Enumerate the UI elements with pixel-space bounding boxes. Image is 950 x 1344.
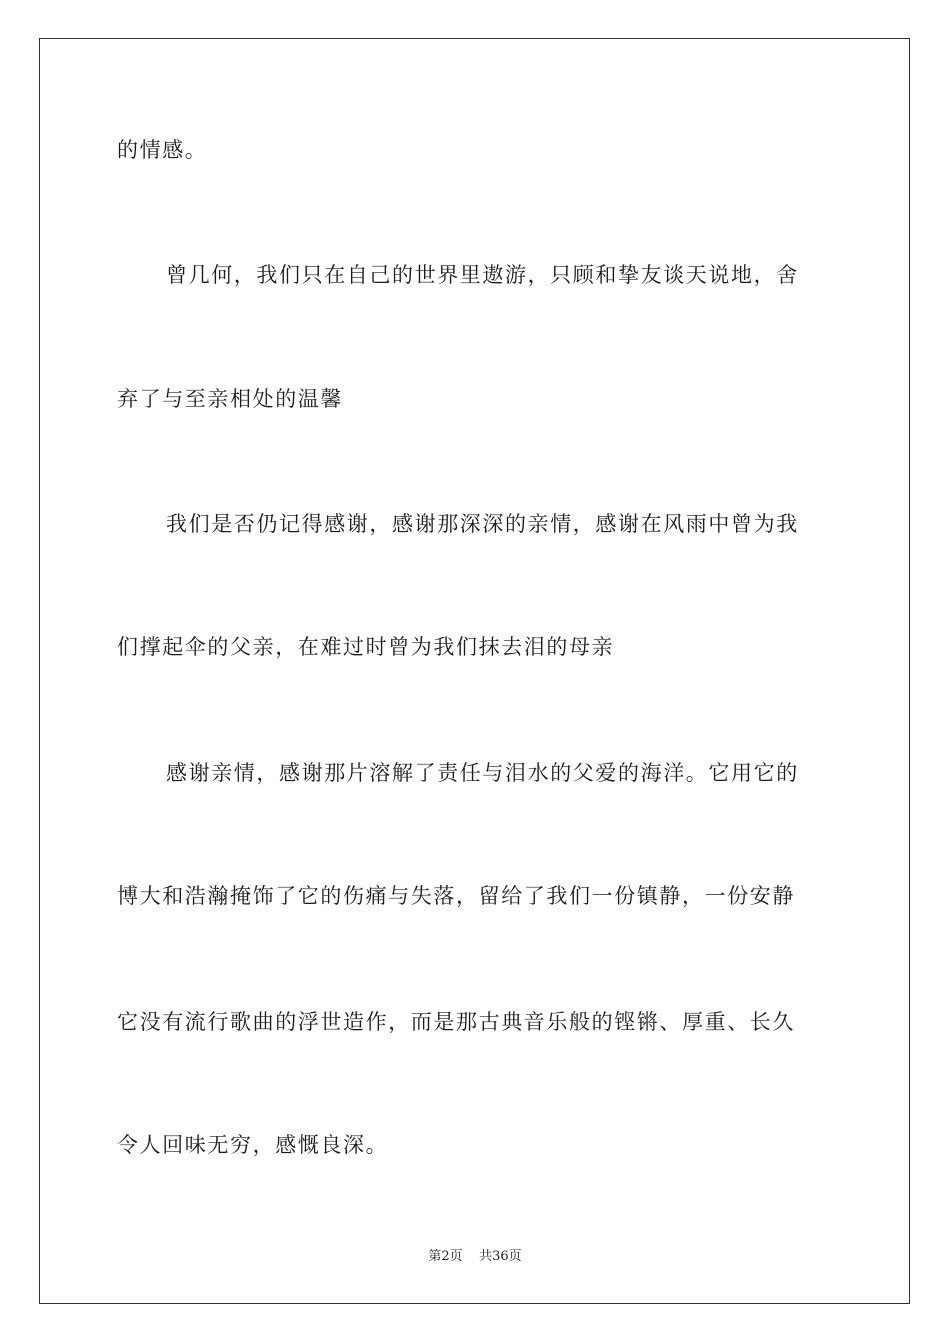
text-line-4: 我们是否仍记得感谢，感谢那深深的亲情，感谢在风雨中曾为我 <box>166 512 799 536</box>
text-line-6: 感谢亲情，感谢那片溶解了责任与泪水的父爱的海洋。它用它的 <box>166 761 799 785</box>
text-line-2: 曾几何，我们只在自己的世界里遨游，只顾和挚友谈天说地，舍 <box>166 263 799 287</box>
text-line-9: 令人回味无穷，感慨良深。 <box>117 1133 389 1157</box>
page-total: 共36页 <box>479 1249 522 1264</box>
text-line-7: 博大和浩瀚掩饰了它的伤痛与失落，留给了我们一份镇静，一份安静 <box>117 884 795 908</box>
page-footer <box>0 1249 950 1265</box>
text-line-5: 们撑起伞的父亲，在难过时曾为我们抹去泪的母亲 <box>117 635 615 659</box>
text-line-3: 弃了与至亲相处的温馨 <box>117 387 343 411</box>
page-number: 第2页 <box>428 1249 463 1264</box>
page-frame <box>39 38 910 1304</box>
text-line-8: 它没有流行歌曲的浮世造作，而是那古典音乐般的铿锵、厚重、长久 <box>117 1010 795 1034</box>
text-line-1: 的情感。 <box>117 138 208 162</box>
